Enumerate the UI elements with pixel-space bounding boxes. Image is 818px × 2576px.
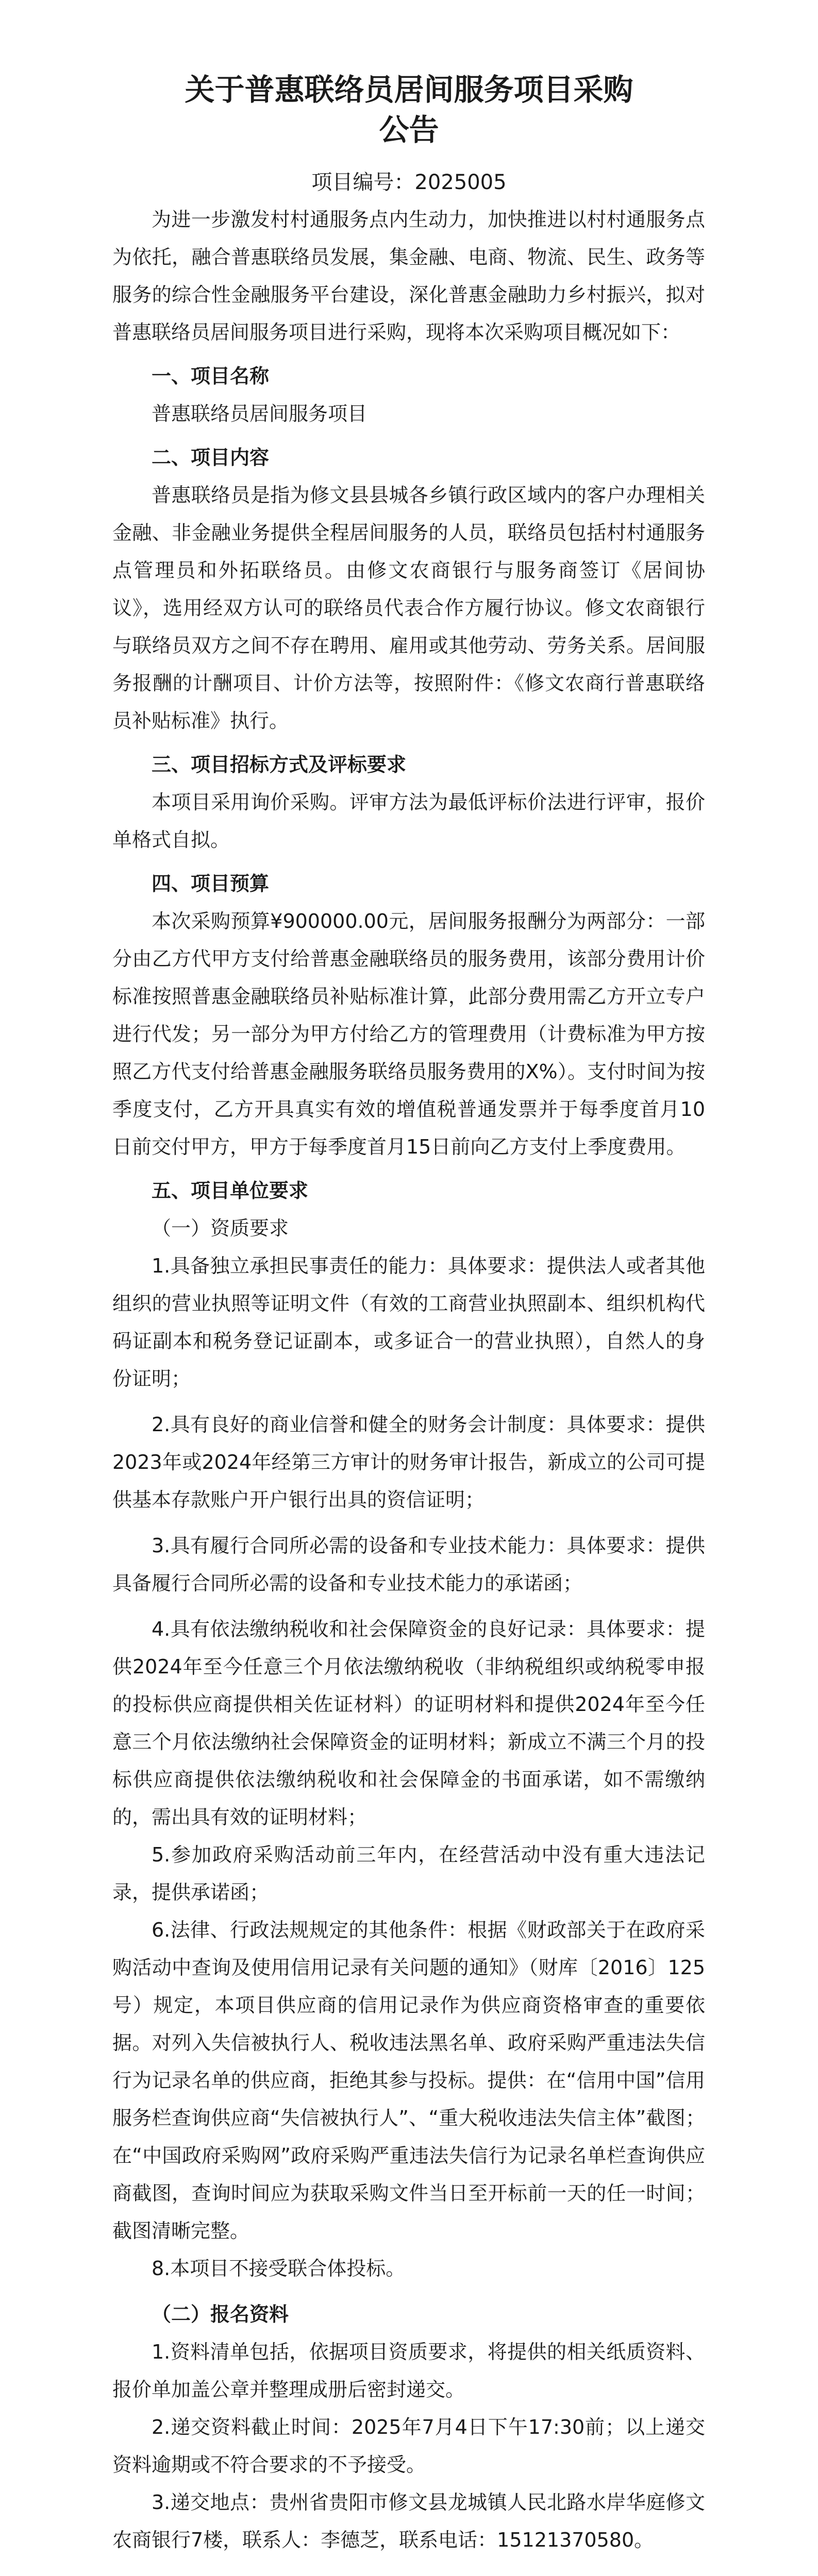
section-heading-project-name: 一、项目名称 bbox=[152, 365, 270, 387]
project-name-paragraph: 普惠联络员居间服务项目 bbox=[152, 402, 368, 425]
requirement-item: 8.本项目不接受联合体投标。 bbox=[152, 2257, 406, 2280]
project-number: 项目编号：2025005 bbox=[311, 171, 507, 194]
requirement-item: 3.具有履行合同所必需的设备和专业技术能力：具体要求：提供具备履行合同所必需的设备和专业技术能力的承诺函； bbox=[112, 1534, 705, 1595]
document-title: 关于普惠联络员居间服务项目采购 bbox=[185, 72, 633, 107]
subheading-registration: （二）报名资料 bbox=[152, 2303, 289, 2326]
intro-paragraph: 为进一步激发村村通服务点内生动力，加快推进以村村通服务点为依托，融合普惠联络员发展，集金融、电商、物流、民生、政务等服务的综合性金融服务平台建设，深化普惠金融助力乡村振兴，拟对普惠联络员居间服务项目进行采购，现将本次采购项目概况如下： bbox=[112, 208, 705, 344]
requirement-item: 2.具有良好的商业信誉和健全的财务会计制度：具体要求：提供2023年或2024年经第三方审计的财务审计报告，新成立的公司可提供基本存款账户开户银行出具的资信证明； bbox=[112, 1413, 705, 1511]
document-title-line2: 公告 bbox=[379, 112, 439, 147]
document-body bbox=[112, 201, 705, 2559]
budget-paragraph: 本次采购预算¥900000.00元，居间服务报酬分为两部分：一部分由乙方代甲方支付给普惠金融联络员的服务费用，该部分费用计价标准按照普惠金融联络员补贴标准计算，此部分费用需乙方开立专户进行代发；另一部分为甲方付给乙方的管理费用（计费标准为甲方按照乙方代支付给普惠金融服务联络员服务费用的X%）。支付时间为按季度支付，乙方开具真实有效的增值税普通发票并于每季度首月10日前交付甲方，甲方于每季度首月15日前向乙方支付上季度费用。 bbox=[112, 910, 705, 1158]
registration-item: 2.递交资料截止时间：2025年7月4日下午17:30前；以上递交资料逾期或不符合要求的不予接受。 bbox=[112, 2416, 705, 2476]
section-heading-requirements: 五、项目单位要求 bbox=[152, 1179, 309, 1202]
requirement-item: 6.法律、行政法规规定的其他条件：根据《财政部关于在政府采购活动中查询及使用信用记录有关问题的通知》（财库〔2016〕125号）规定，本项目供应商的信用记录作为供应商资格审查的重要依据。对列入失信被执行人、税收违法黑名单、政府采购严重违法失信行为记录名单的供应商，拒绝其参与投标。提供：在“信用中国”信用服务栏查询供应商“失信被执行人”、“重大税收违法失信主体”截图；在“中国政府采购网”政府采购严重违法失信行为记录名单栏查询供应商截图，查询时间应为获取采购文件当日至开标前一天的任一时间；截图清晰完整。 bbox=[112, 1919, 705, 2242]
project-content-paragraph: 普惠联络员是指为修文县县城各乡镇行政区域内的客户办理相关金融、非金融业务提供全程居间服务的人员，联络员包括村村通服务点管理员和外拓联络员。由修文农商银行与服务商签订《居间协议》，选用经双方认可的联络员代表合作方履行协议。修文农商银行与联络员双方之间不存在聘用、雇用或其他劳动、劳务关系。居间服务报酬的计酬项目、计价方法等，按照附件：《修文农商行普惠联络员补贴标准》执行。 bbox=[112, 484, 705, 732]
section-heading-budget: 四、项目预算 bbox=[152, 872, 270, 895]
section-heading-bidding-method: 三、项目招标方式及评标要求 bbox=[152, 753, 407, 776]
requirement-item: 4.具有依法缴纳税收和社会保障资金的良好记录：具体要求：提供2024年至今任意三个月依法缴纳税收（非纳税组织或纳税零申报的投标供应商提供相关佐证材料）的证明材料和提供2024年至今任意三个月依法缴纳社会保障资金的证明材料；新成立不满三个月的投标供应商提供依法缴纳税收和社会保障金的书面承诺，如不需缴纳的，需出具有效的证明材料； bbox=[112, 1618, 705, 1828]
registration-item: 3.递交地点：贵州省贵阳市修文县龙城镇人民北路水岸华庭修文农商银行7楼，联系人：李德芝，联系电话：15121370580。 bbox=[112, 2491, 705, 2551]
registration-item: 1.资料清单包括，依据项目资质要求，将提供的相关纸质资料、报价单加盖公章并整理成册后密封递交。 bbox=[112, 2341, 705, 2401]
section-heading-project-content: 二、项目内容 bbox=[152, 446, 270, 469]
subheading-qualifications: （一）资质要求 bbox=[152, 1217, 289, 1240]
bidding-method-paragraph: 本项目采用询价采购。评审方法为最低评标价法进行评审，报价单格式自拟。 bbox=[112, 791, 705, 851]
requirement-item: 1.具备独立承担民事责任的能力：具体要求：提供法人或者其他组织的营业执照等证明文件（有效的工商营业执照副本、组织机构代码证副本和税务登记证副本，或多证合一的营业执照），自然人的身份证明； bbox=[112, 1255, 705, 1390]
requirement-item: 5.参加政府采购活动前三年内，在经营活动中没有重大违法记录，提供承诺函； bbox=[112, 1843, 705, 1904]
